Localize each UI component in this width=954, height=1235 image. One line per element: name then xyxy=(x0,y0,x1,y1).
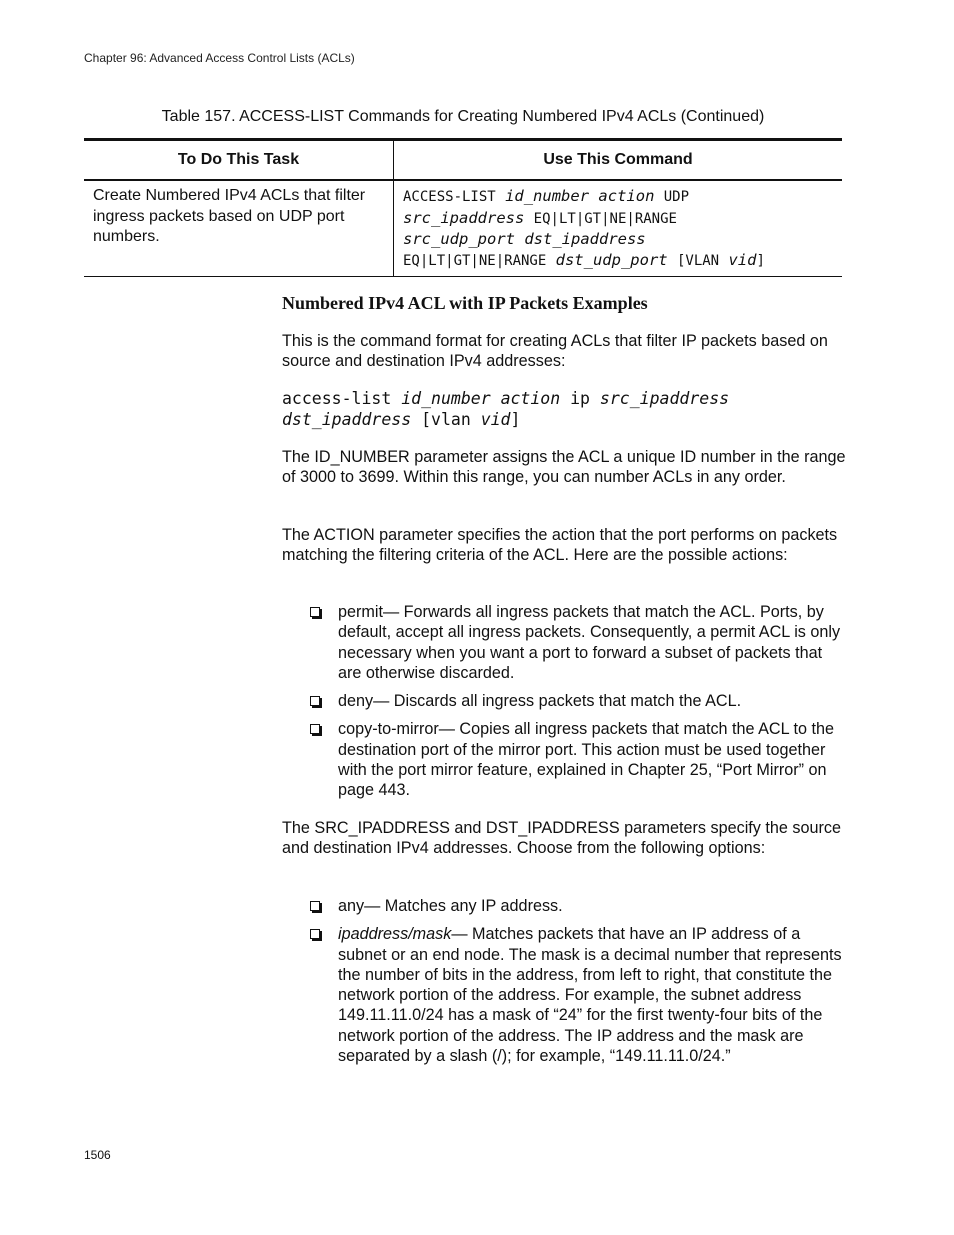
cmd-keyword: [VLAN xyxy=(676,252,720,269)
list-item xyxy=(310,602,845,683)
cmd-param: id_number xyxy=(505,187,590,205)
checkbox-bullet-icon xyxy=(310,607,320,617)
id-number-text: The ID_NUMBER parameter assigns the ACL a unique ID number in the range of 3000 to 3699. Within this range, you can number ACLs in any order. xyxy=(282,448,846,487)
syntax-param: action xyxy=(500,389,561,408)
syntax-param: src_ipaddress xyxy=(599,389,730,408)
syntax-keyword: access-list xyxy=(282,389,392,408)
syntax-keyword: ip xyxy=(570,389,590,408)
cmd-param: src_udp_port xyxy=(403,230,515,248)
address-option-list xyxy=(310,896,845,1074)
action-paragraph xyxy=(282,525,847,566)
task-cell: Create Numbered IPv4 ACLs that filter ingress packets based on UDP port numbers. xyxy=(84,180,394,277)
cmd-param: action xyxy=(598,187,655,205)
address-paragraph xyxy=(282,818,847,859)
column-header-command: Use This Command xyxy=(394,140,843,181)
cmd-keyword: EQ|LT|GT|NE|RANGE xyxy=(533,210,677,227)
cmd-param: vid xyxy=(728,250,757,269)
table-row xyxy=(84,180,842,277)
checkbox-bullet-icon xyxy=(310,929,320,939)
cmd-keyword: EQ|LT|GT|NE|RANGE xyxy=(403,252,547,269)
table-caption: Table 157. ACCESS-LIST Commands for Creating Numbered IPv4 ACLs (Continued) xyxy=(161,108,765,125)
list-item-text: deny— Discards all ingress packets that match the ACL. xyxy=(338,692,742,711)
intro-paragraph xyxy=(282,331,847,372)
running-header: Chapter 96: Advanced Access Control Lists (ACLs) xyxy=(84,51,355,65)
column-header-task: To Do This Task xyxy=(84,140,394,181)
cmd-keyword: ACCESS-LIST xyxy=(403,189,496,205)
id-number-paragraph xyxy=(282,447,847,488)
list-item-text: — Matches packets that have an IP address of a subnet or an end node. The mask is a decimal number that represents the number of bits in the address, from left to right, that constitute the network portion of the address. For example, the subnet address 149.11.11.0/24 has a mask of “24” for the first twenty-four bits of the network portion of the address. The IP address and the mask are separated by a slash (/); for example, “149.11.11.0/24.” xyxy=(338,925,842,1066)
list-item xyxy=(310,924,845,1066)
section-title: Numbered IPv4 ACL with IP Packets Examples xyxy=(282,293,648,313)
cmd-keyword: ] xyxy=(756,252,765,269)
command-syntax xyxy=(282,389,847,430)
table-header-row xyxy=(84,140,842,181)
command-cell xyxy=(394,180,843,277)
cmd-param: dst_udp_port xyxy=(555,250,668,269)
syntax-keyword: [vlan xyxy=(421,409,471,429)
list-item-text: any— Matches any IP address. xyxy=(338,897,563,915)
cmd-param: dst_ipaddress xyxy=(524,230,646,248)
action-list xyxy=(310,602,845,809)
syntax-param: dst_ipaddress xyxy=(282,409,412,429)
cmd-param: src_ipaddress xyxy=(403,208,525,227)
action-text: The ACTION parameter specifies the action that the port performs on packets matching the filtering criteria of the ACL. Here are the possible actions: xyxy=(282,526,838,565)
syntax-param: id_number xyxy=(401,389,491,408)
page-number: 1506 xyxy=(84,1148,111,1162)
list-item-text: permit— Forwards all ingress packets that match the ACL. Ports, by default, accept all ingress packets. Consequently, a permit ACL is only necessary when you want a port to forward a subset of packets that are otherwise discarded. xyxy=(338,603,841,682)
intro-text: This is the command format for creating ACLs that filter IP packets based on source and destination IPv4 addresses: xyxy=(282,332,828,371)
checkbox-bullet-icon xyxy=(310,901,320,911)
address-text: The SRC_IPADDRESS and DST_IPADDRESS parameters specify the source and destination IPv4 addresses. Choose from the following options: xyxy=(282,819,841,858)
option-term: ipaddress/mask xyxy=(338,925,452,944)
list-item xyxy=(310,896,845,916)
cmd-keyword: UDP xyxy=(663,189,690,205)
list-item xyxy=(310,719,845,800)
checkbox-bullet-icon xyxy=(310,724,320,734)
list-item-text: copy-to-mirror— Copies all ingress packets that match the ACL to the destination port of the mirror port. This action must be used together with the port mirror feature, explained in Chapter 25, “Port Mirror” on page 443. xyxy=(338,720,835,800)
command-table xyxy=(84,138,842,277)
list-item xyxy=(310,691,845,711)
checkbox-bullet-icon xyxy=(310,696,320,706)
syntax-param: vid xyxy=(480,409,511,429)
syntax-keyword: ] xyxy=(510,409,521,429)
